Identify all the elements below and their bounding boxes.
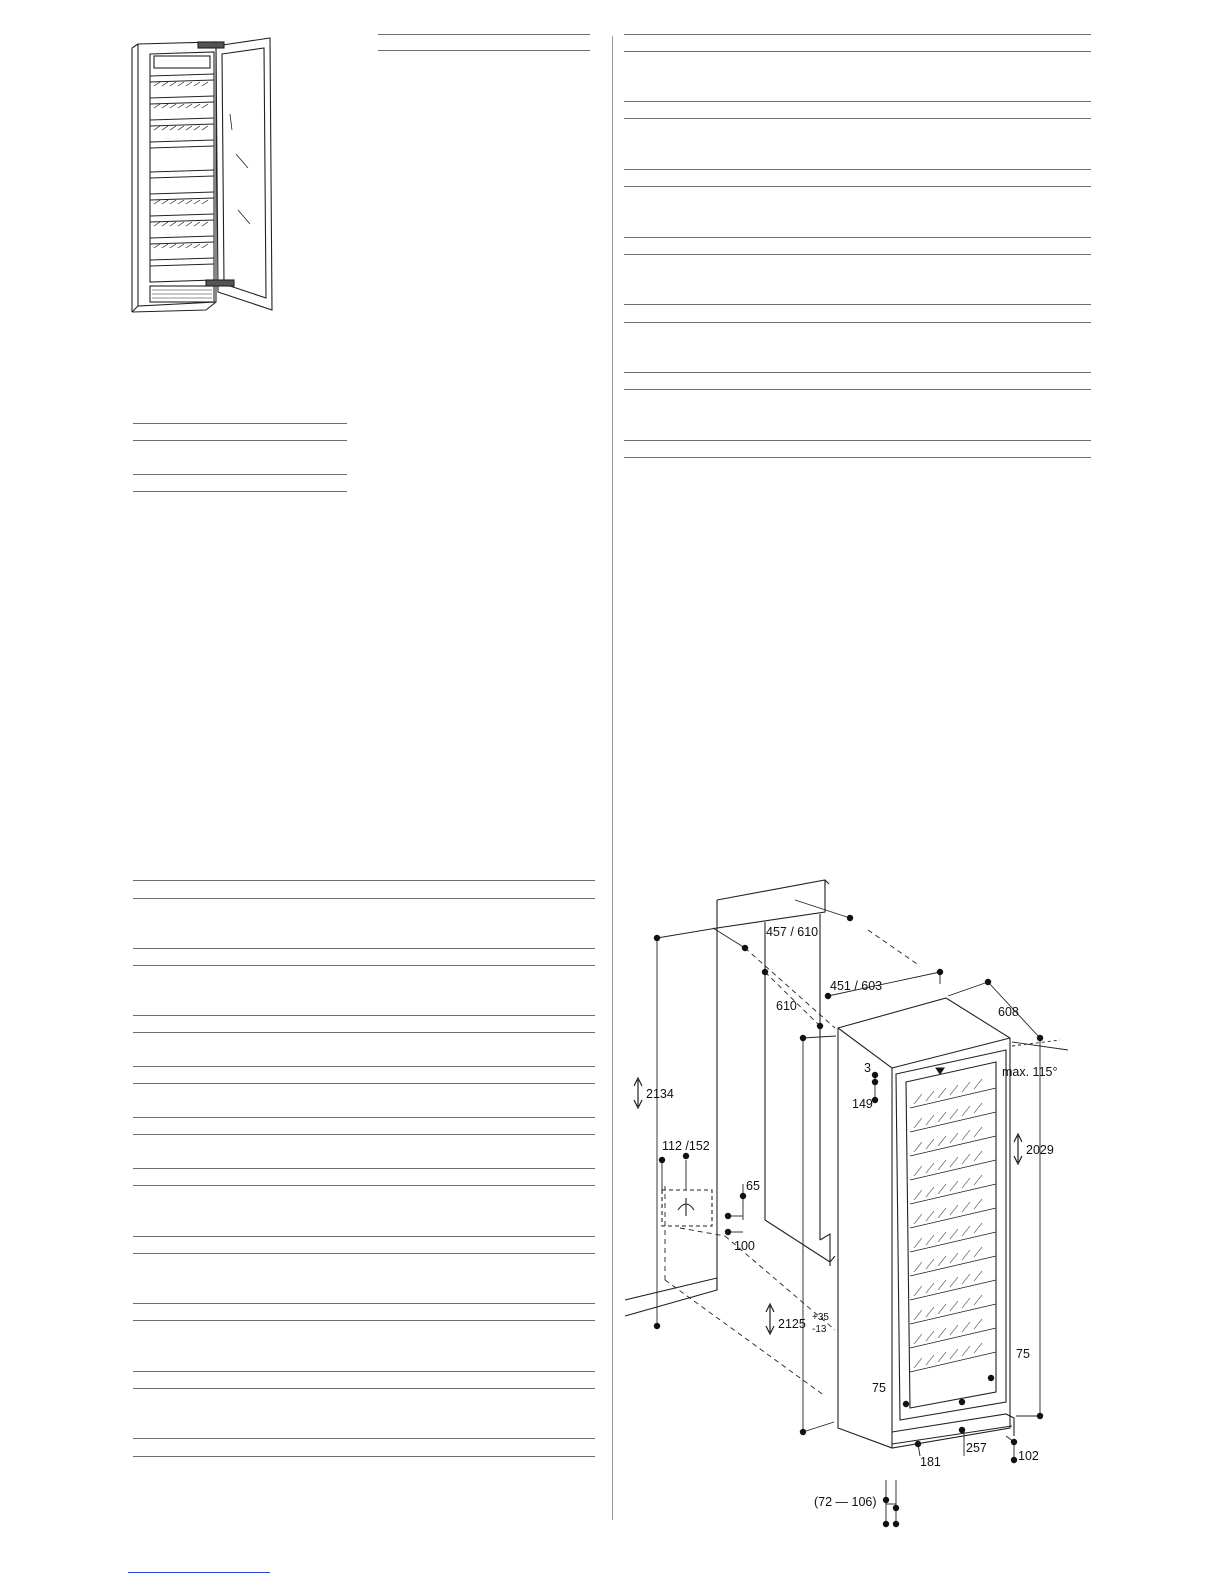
- wine-cabinet-open-door-illustration: [128, 34, 288, 320]
- rule: [378, 50, 590, 51]
- dim-65: 65: [746, 1179, 760, 1193]
- dim-2125-plus: +35: [812, 1312, 829, 1323]
- dim-149: 149: [852, 1097, 873, 1111]
- dim-max-115: max. 115°: [1002, 1065, 1058, 1079]
- rule: [378, 34, 590, 35]
- dim-112-152: 112 /152: [662, 1139, 710, 1153]
- dim-257: 257: [966, 1441, 987, 1455]
- dim-72-106: (72 — 106): [814, 1495, 877, 1509]
- dim-181: 181: [920, 1455, 941, 1469]
- dim-610: 610: [776, 999, 797, 1013]
- dim-2125: 2125: [778, 1317, 806, 1331]
- dim-451-603: 451 / 603: [830, 979, 883, 993]
- dim-75-left: 75: [872, 1381, 886, 1395]
- wine-cabinet-installation-dimensions: [620, 860, 1090, 1540]
- dim-75-right: 75: [1016, 1347, 1030, 1361]
- dim-2134: 2134: [646, 1087, 674, 1101]
- dim-608: 608: [998, 1005, 1019, 1019]
- dim-2029: 2029: [1026, 1143, 1054, 1157]
- dim-2125-minus: -13: [812, 1324, 827, 1335]
- dim-457-610: 457 / 610: [766, 925, 819, 939]
- dim-100: 100: [734, 1239, 755, 1253]
- dim-102: 102: [1018, 1449, 1039, 1463]
- footer-link[interactable]: [128, 1572, 270, 1573]
- dim-3: 3: [864, 1061, 871, 1075]
- column-divider: [612, 36, 613, 1520]
